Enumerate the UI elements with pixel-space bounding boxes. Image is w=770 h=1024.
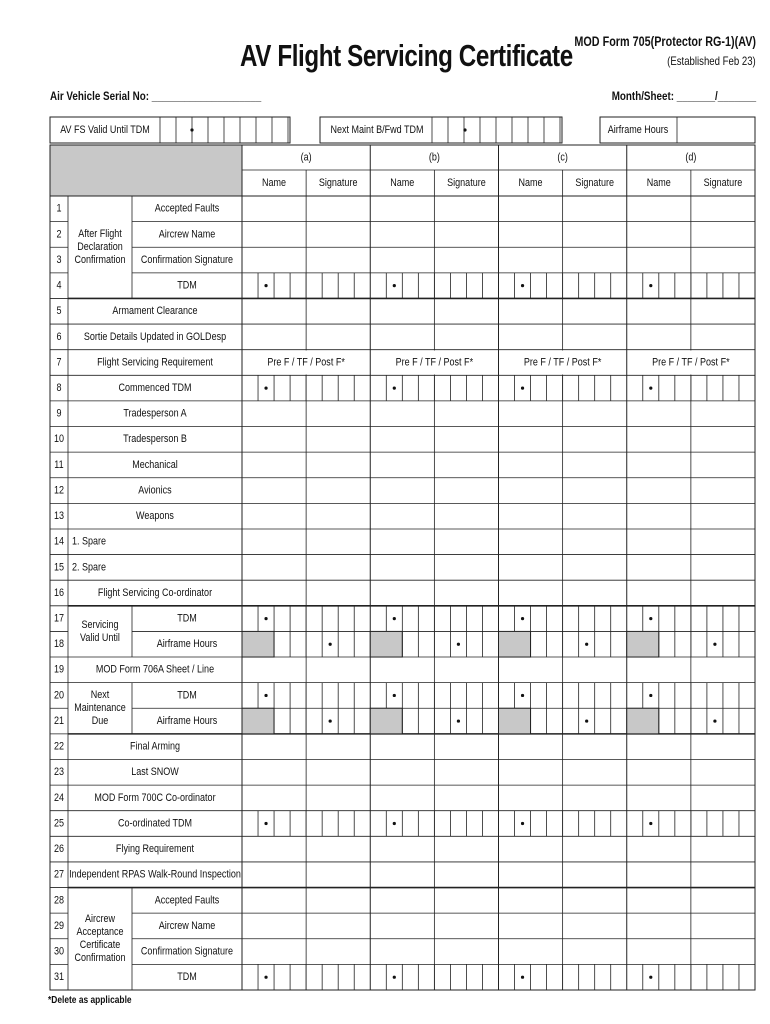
row-label: 2. Spare xyxy=(72,561,107,574)
table-outline xyxy=(50,145,755,990)
row-number: 18 xyxy=(53,638,65,651)
row-number: 30 xyxy=(53,945,65,958)
row-label: Independent RPAS Walk-Round Inspection xyxy=(69,868,241,881)
decimal-dot xyxy=(585,719,588,722)
fs-requirement-options: Pre F / TF / Post F* xyxy=(267,356,345,369)
fs-requirement-options: Pre F / TF / Post F* xyxy=(395,356,474,369)
decimal-dot xyxy=(393,617,396,620)
form-reference: MOD Form 705(Protector RG-1)(AV) xyxy=(574,34,756,49)
name-column-header: Name xyxy=(646,177,671,190)
decimal-dot xyxy=(463,128,466,131)
group-label: Confirmation xyxy=(74,952,126,965)
decimal-dot xyxy=(264,822,267,825)
row-number: 29 xyxy=(53,920,65,933)
row-sub-label: TDM xyxy=(177,689,197,702)
name-column-header: Name xyxy=(262,177,287,190)
group-label: Servicing xyxy=(81,619,119,632)
decimal-dot xyxy=(649,822,652,825)
row-sub-label: TDM xyxy=(177,971,197,984)
shaded-cell xyxy=(499,631,531,657)
group-label: Valid Until xyxy=(80,632,120,645)
row-label: Co-ordinated TDM xyxy=(118,817,192,830)
row-label: Tradesperson A xyxy=(123,407,187,420)
decimal-dot xyxy=(649,694,652,697)
decimal-dot xyxy=(190,128,193,131)
decimal-dot xyxy=(649,617,652,620)
row-label: 1. Spare xyxy=(72,535,107,548)
airframe-hours-label: Airframe Hours xyxy=(607,124,669,137)
shaded-cell xyxy=(627,631,659,657)
decimal-dot xyxy=(393,694,396,697)
row-label: Weapons xyxy=(136,510,174,523)
group-label: Certificate xyxy=(79,939,121,952)
shaded-cell xyxy=(370,631,402,657)
row-sub-label: Confirmation Signature xyxy=(140,945,234,958)
month-sheet-field[interactable]: Month/Sheet: _______/_______ xyxy=(611,89,756,103)
decimal-dot xyxy=(585,643,588,646)
row-number: 23 xyxy=(53,766,65,779)
decimal-dot xyxy=(649,976,652,979)
row-number: 21 xyxy=(53,715,65,728)
decimal-dot xyxy=(521,976,524,979)
row-number: 26 xyxy=(53,843,65,856)
decimal-dot xyxy=(393,284,396,287)
decimal-dot xyxy=(329,643,332,646)
row-label: MOD Form 700C Co-ordinator xyxy=(94,792,216,805)
row-sub-label: Airframe Hours xyxy=(156,715,218,728)
group-label: Due xyxy=(91,715,109,728)
decimal-dot xyxy=(329,719,332,722)
row-label: Mechanical xyxy=(132,459,178,472)
column-group-label: (a) xyxy=(300,151,312,164)
row-number: 20 xyxy=(53,689,65,702)
decimal-dot xyxy=(713,719,716,722)
signature-column-header: Signature xyxy=(703,177,743,190)
row-label: Flight Servicing Requirement xyxy=(97,356,213,369)
signature-column-header: Signature xyxy=(447,177,486,190)
row-number: 5 xyxy=(56,305,62,318)
row-label: MOD Form 706A Sheet / Line xyxy=(95,663,215,677)
decimal-dot xyxy=(457,719,460,722)
row-number: 10 xyxy=(53,433,65,446)
row-number: 17 xyxy=(53,612,65,625)
row-label: Tradesperson B xyxy=(123,433,187,446)
row-number: 28 xyxy=(53,894,65,907)
row-number: 1 xyxy=(56,202,62,215)
signature-column-header: Signature xyxy=(318,177,358,190)
decimal-dot xyxy=(264,386,267,389)
decimal-dot xyxy=(393,976,396,979)
column-group-label: (d) xyxy=(685,151,697,164)
group-label: Declaration xyxy=(77,241,123,254)
decimal-dot xyxy=(521,386,524,389)
row-label: Sortie Details Updated in GOLDesp xyxy=(83,331,227,344)
row-label: Commenced TDM xyxy=(118,382,192,395)
page-title: AV Flight Servicing Certificate xyxy=(240,38,573,73)
group-label: Acceptance xyxy=(76,926,124,939)
serial-number-field[interactable]: Air Vehicle Serial No: ____________________ xyxy=(50,89,262,103)
decimal-dot xyxy=(649,386,652,389)
row-sub-label: Accepted Faults xyxy=(154,202,220,215)
group-label: Aircrew xyxy=(84,913,116,926)
header-shaded-block xyxy=(50,145,242,196)
column-group-label: (b) xyxy=(428,151,440,164)
shaded-cell xyxy=(242,631,274,657)
row-number: 12 xyxy=(53,484,65,497)
row-number: 27 xyxy=(53,868,65,881)
group-label: Maintenance xyxy=(74,702,126,715)
decimal-dot xyxy=(521,284,524,287)
row-label: Flying Requirement xyxy=(115,843,195,856)
row-label: Avionics xyxy=(138,484,172,497)
row-number: 14 xyxy=(53,535,65,548)
name-column-header: Name xyxy=(518,177,543,190)
row-number: 4 xyxy=(56,279,62,292)
decimal-dot xyxy=(393,822,396,825)
row-number: 8 xyxy=(56,382,62,395)
signature-column-header: Signature xyxy=(575,177,614,190)
row-number: 11 xyxy=(54,459,64,472)
group-label: After Flight xyxy=(78,228,122,241)
row-sub-label: Confirmation Signature xyxy=(140,254,234,267)
shaded-cell xyxy=(370,708,402,734)
fs-valid-label: AV FS Valid Until TDM xyxy=(60,124,150,137)
group-label: Next xyxy=(90,689,110,702)
row-number: 31 xyxy=(53,971,65,984)
row-sub-label: Aircrew Name xyxy=(158,920,216,933)
shaded-cell xyxy=(627,708,659,734)
name-column-header: Name xyxy=(390,177,415,190)
row-label: Flight Servicing Co-ordinator xyxy=(97,587,213,600)
fs-requirement-options: Pre F / TF / Post F* xyxy=(652,356,730,369)
footnote: *Delete as applicable xyxy=(48,994,132,1006)
row-number: 2 xyxy=(56,228,62,241)
shaded-cell xyxy=(499,708,531,734)
decimal-dot xyxy=(264,284,267,287)
decimal-dot xyxy=(521,617,524,620)
decimal-dot xyxy=(713,643,716,646)
column-group-label: (c) xyxy=(557,151,568,164)
row-sub-label: TDM xyxy=(177,279,197,292)
row-number: 3 xyxy=(56,254,62,267)
row-number: 25 xyxy=(53,817,65,830)
row-sub-label: Airframe Hours xyxy=(156,638,218,651)
row-number: 19 xyxy=(53,663,65,677)
row-number: 24 xyxy=(53,792,65,805)
row-number: 9 xyxy=(56,407,62,420)
row-number: 7 xyxy=(56,356,62,369)
row-label: Armament Clearance xyxy=(112,305,198,318)
fs-requirement-options: Pre F / TF / Post F* xyxy=(523,356,602,369)
row-sub-label: Accepted Faults xyxy=(154,894,220,907)
decimal-dot xyxy=(393,386,396,389)
next-maint-label: Next Maint B/Fwd TDM xyxy=(330,124,424,137)
decimal-dot xyxy=(649,284,652,287)
shaded-cell xyxy=(242,708,274,734)
row-sub-label: Aircrew Name xyxy=(158,228,216,241)
row-label: Final Arming xyxy=(129,740,181,753)
decimal-dot xyxy=(264,694,267,697)
row-sub-label: TDM xyxy=(177,612,197,625)
row-number: 15 xyxy=(53,561,65,574)
decimal-dot xyxy=(521,822,524,825)
decimal-dot xyxy=(264,617,267,620)
group-label: Confirmation xyxy=(74,254,126,267)
row-label: Last SNOW xyxy=(131,766,179,779)
row-number: 13 xyxy=(53,510,65,523)
decimal-dot xyxy=(457,643,460,646)
row-number: 22 xyxy=(53,740,65,753)
decimal-dot xyxy=(264,976,267,979)
row-number: 6 xyxy=(56,331,62,344)
established-date: (Established Feb 23) xyxy=(667,54,756,68)
decimal-dot xyxy=(521,694,524,697)
row-number: 16 xyxy=(53,587,65,600)
